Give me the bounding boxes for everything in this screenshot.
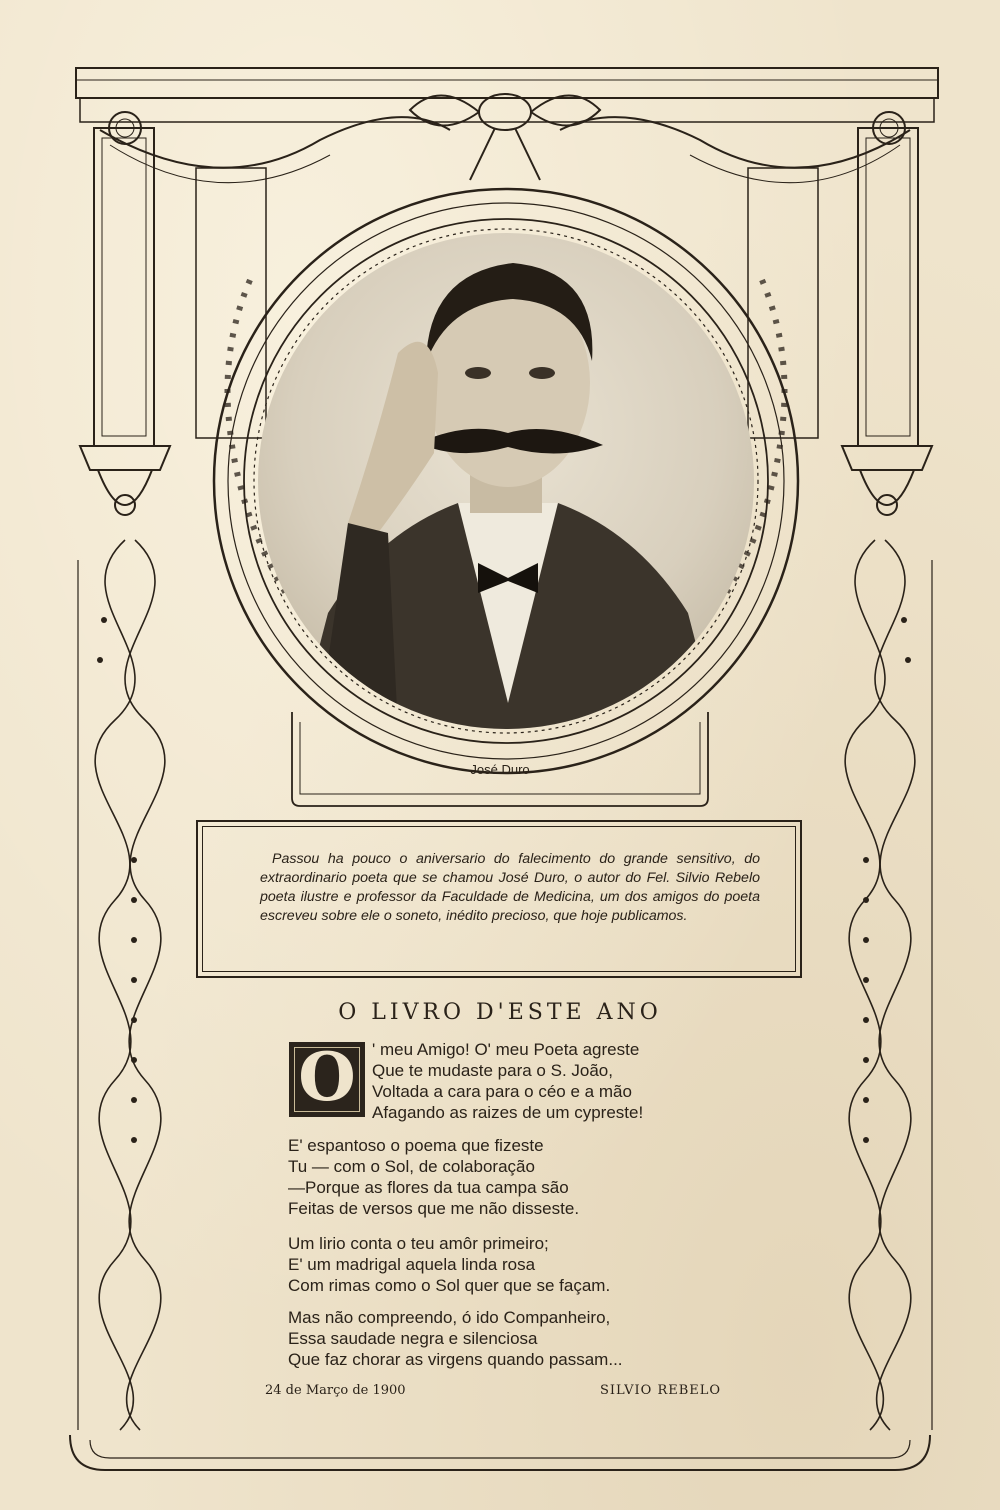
intro-box [196, 820, 802, 978]
dropcap [289, 1038, 365, 1117]
poem-line: Que te mudaste para o S. João, [372, 1061, 613, 1080]
portrait-photo [258, 233, 754, 729]
poem-line: Com rimas como o Sol quer que se façam. [288, 1276, 611, 1295]
poem-line: Que faz chorar as virgens quando passam... [288, 1350, 623, 1369]
portrait-caption: José Duro [470, 762, 530, 777]
poem-author: SILVIO REBELO [600, 1383, 722, 1398]
poem-line: Um lirio conta o teu amôr primeiro; [288, 1234, 549, 1253]
poem-line: Feitas de versos que me não disseste. [288, 1199, 580, 1218]
intro-paragraph: Passou ha pouco o aniversario do falecimento do grande sensitivo, do extraordinario poeta que se chamou José Duro, o autor do Fel. Silvio Rebelo poeta ilustre e professor da Faculdade de Medicina, um dos amigos do poeta escreveu sobre ele o soneto, inédito precioso, que hoje publicamos. [260, 851, 760, 924]
poem-date: 24 de Março de 1900 [265, 1383, 406, 1398]
poem-line: Mas não compreendo, ó ido Companheiro, [288, 1308, 611, 1327]
poem-line: E' espantoso o poema que fizeste [288, 1136, 544, 1155]
poem-line: E' um madrigal aquela linda rosa [288, 1255, 536, 1274]
poem-line: Voltada a cara para o céo e a mão [372, 1082, 632, 1101]
poem-line: Afagando as raizes de um cypreste! [372, 1103, 644, 1122]
poem-line: ' meu Amigo! O' meu Poeta agreste [372, 1040, 640, 1059]
portrait-figure [258, 233, 754, 729]
poem-line: Tu — com o Sol, de colaboração [288, 1157, 535, 1176]
poem-line: Essa saudade negra e silenciosa [288, 1329, 538, 1348]
poem-line: —Porque as flores da tua campa são [288, 1178, 569, 1197]
poem-title: O LIVRO D'ESTE ANO [338, 1000, 662, 1025]
dropcap-letter: O [298, 1038, 356, 1116]
